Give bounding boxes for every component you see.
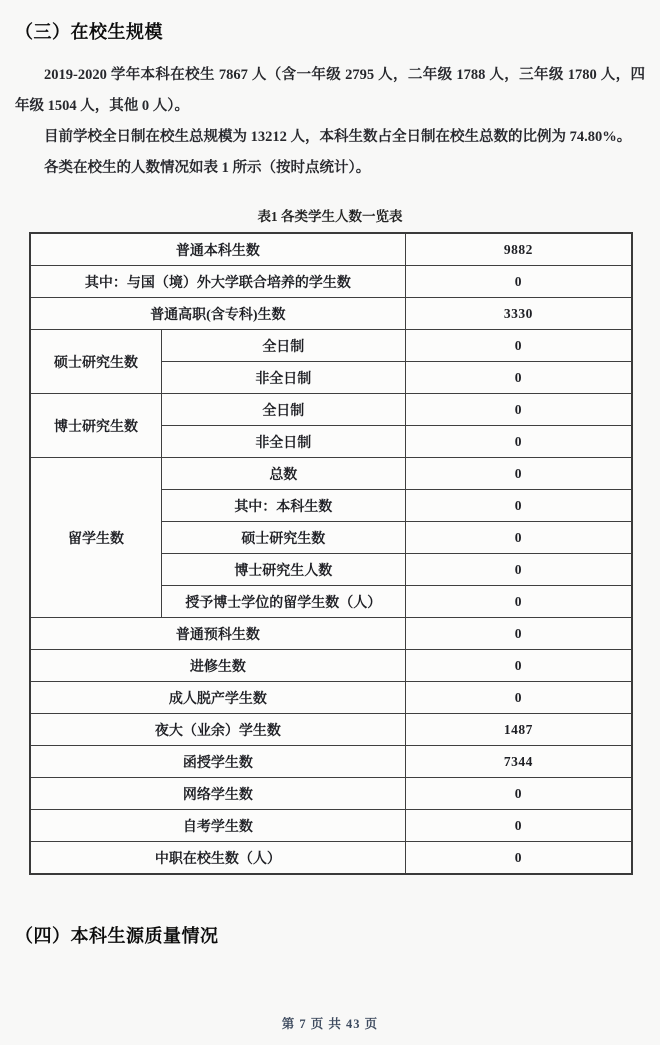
table-cell-value: 0 (405, 362, 632, 394)
table-cell-group: 留学生数 (30, 458, 161, 618)
table-cell-label: 其中：本科生数 (161, 490, 405, 522)
table-row (30, 458, 632, 490)
table-cell-label: 普通高职(含专科)生数 (30, 298, 405, 330)
table-cell-value: 0 (405, 426, 632, 458)
table-cell-label: 自考学生数 (30, 810, 405, 842)
table-cell-value: 0 (405, 490, 632, 522)
section-3-heading: （三）在校生规模 (15, 22, 163, 42)
table-cell-label: 非全日制 (161, 426, 405, 458)
table-cell-value: 0 (405, 586, 632, 618)
table-row (30, 298, 632, 330)
table-row (30, 330, 632, 362)
table-row (30, 266, 632, 298)
table-cell-label: 普通本科生数 (30, 233, 405, 266)
section-4-heading: （四）本科生源质量情况 (15, 926, 219, 946)
paragraph-fulltime-total: 目前学校全日制在校生总规模为 13212 人，本科生数占全日制在校生总数的比例为 74.80%。 (44, 129, 632, 145)
table-row (30, 714, 632, 746)
table-row (30, 842, 632, 875)
table-cell-group: 硕士研究生数 (30, 330, 161, 394)
table-cell-value: 3330 (405, 298, 632, 330)
table-row (30, 778, 632, 810)
table-cell-label: 授予博士学位的留学生数（人） (161, 586, 405, 618)
table-cell-label: 中职在校生数（人） (30, 842, 405, 875)
table-row (30, 746, 632, 778)
table-cell-label: 普通预科生数 (30, 618, 405, 650)
table-cell-value: 0 (405, 266, 632, 298)
table-cell-label: 网络学生数 (30, 778, 405, 810)
table-cell-value: 0 (405, 394, 632, 426)
table-row (30, 650, 632, 682)
table-cell-label: 函授学生数 (30, 746, 405, 778)
table-cell-value: 0 (405, 522, 632, 554)
table-cell-value: 0 (405, 458, 632, 490)
page-number-footer: 第 7 页 共 43 页 (281, 1017, 379, 1031)
table-row (30, 618, 632, 650)
table-cell-label: 总数 (161, 458, 405, 490)
table-cell-group: 博士研究生数 (30, 394, 161, 458)
paragraph-undergrad-enrollment: 2019-2020 学年本科在校生 7867 人（含一年级 2795 人，二年级 1788 人，三年级 1780 人，四年级 1504 人，其他 0 人）。 (15, 67, 645, 114)
table-cell-value: 9882 (405, 233, 632, 266)
table-cell-label: 成人脱产学生数 (30, 682, 405, 714)
table-cell-value: 1487 (405, 714, 632, 746)
table-cell-value: 0 (405, 682, 632, 714)
table-cell-label: 夜大（业余）学生数 (30, 714, 405, 746)
table-cell-value: 0 (405, 618, 632, 650)
table-cell-value: 7344 (405, 746, 632, 778)
table-row (30, 682, 632, 714)
table-cell-value: 0 (405, 650, 632, 682)
table-row (30, 810, 632, 842)
table-row (30, 233, 632, 266)
table-cell-value: 0 (405, 810, 632, 842)
table-cell-label: 硕士研究生数 (161, 522, 405, 554)
table-cell-label: 进修生数 (30, 650, 405, 682)
table-cell-label: 全日制 (161, 330, 405, 362)
students-count-table (29, 232, 633, 875)
table-cell-value: 0 (405, 554, 632, 586)
table1-caption: 表1 各类学生人数一览表 (257, 209, 403, 224)
table-cell-value: 0 (405, 330, 632, 362)
table-cell-label: 其中：与国（境）外大学联合培养的学生数 (30, 266, 405, 298)
paragraph-table-intro: 各类在校生的人数情况如表 1 所示（按时点统计）。 (44, 160, 371, 176)
table-cell-label: 非全日制 (161, 362, 405, 394)
table-cell-label: 博士研究生人数 (161, 554, 405, 586)
table-cell-value: 0 (405, 778, 632, 810)
table-cell-label: 全日制 (161, 394, 405, 426)
table-cell-value: 0 (405, 842, 632, 875)
table-row (30, 394, 632, 426)
